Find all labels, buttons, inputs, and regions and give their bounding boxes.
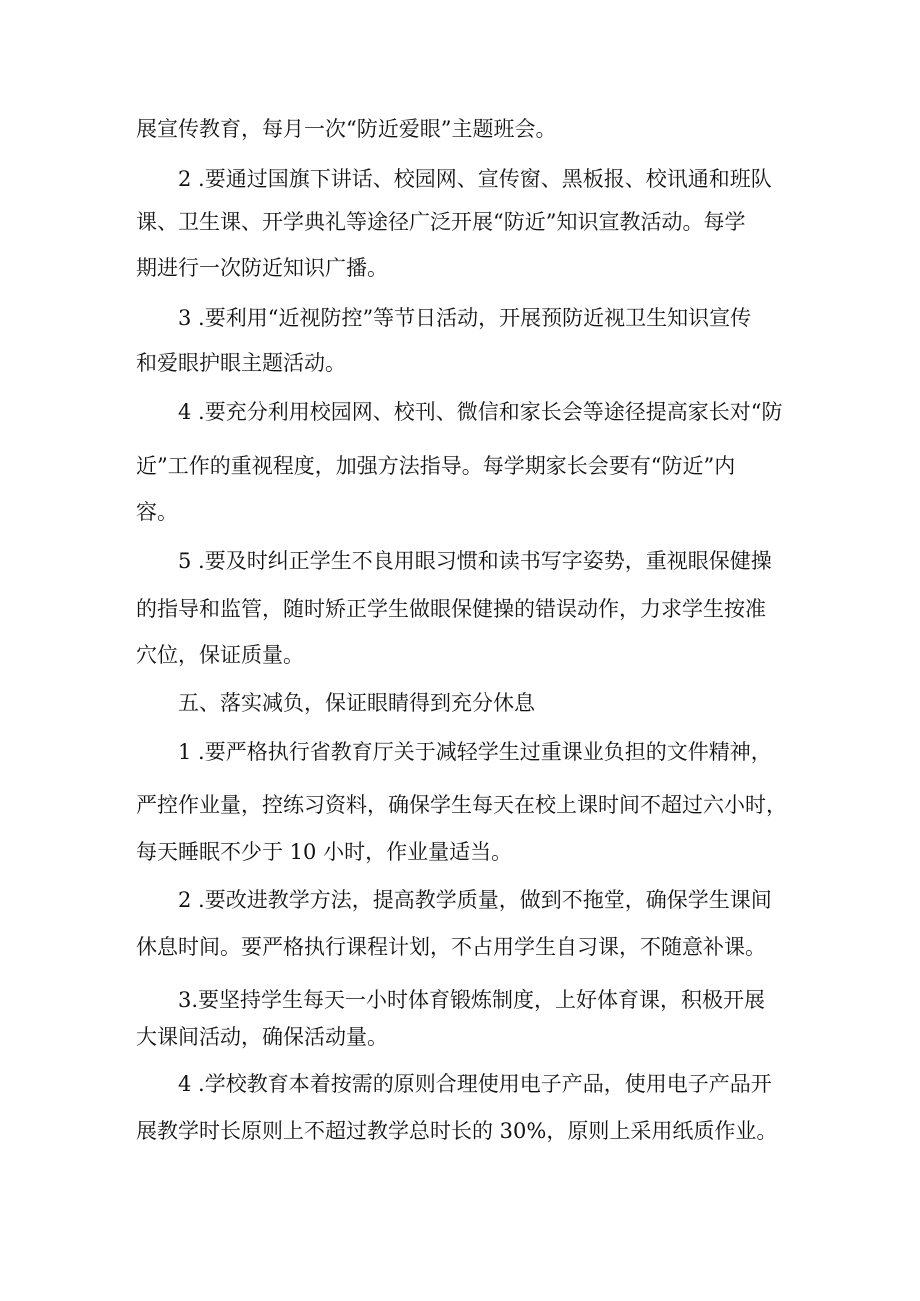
paragraph-line: 和爱眼护眼主题活动。 (136, 351, 346, 375)
list-item-line: 3.要坚持学生每天一小时体育锻炼制度，上好体育课，积极开展 (178, 988, 766, 1012)
list-item-line: 3 .要利用“近视防控”等节日活动，开展预防近视卫生知识宣传 (178, 306, 752, 330)
paragraph-line: 期进行一次防近知识广播。 (136, 256, 388, 280)
paragraph-line: 容。 (136, 500, 178, 524)
paragraph-line: 大课间活动，确保活动量。 (136, 1025, 388, 1049)
paragraph-line: 展教学时长原则上不超过教学总时长的 30%，原则上采用纸质作业。 (136, 1119, 778, 1143)
list-item-line: 2 .要通过国旗下讲话、校园网、宣传窗、黑板报、校讯通和班队 (178, 167, 772, 191)
section-heading: 五、落实减负，保证眼睛得到充分休息 (178, 691, 535, 715)
list-item-line: 4 .学校教育本着按需的原则合理使用电子产品，使用电子产品开 (178, 1072, 772, 1096)
paragraph-line: 严控作业量，控练习资料，确保学生每天在校上课时间不超过六小时， (136, 793, 787, 817)
paragraph-line: 穴位，保证质量。 (136, 643, 304, 667)
paragraph-line: 休息时间。要严格执行课程计划，不占用学生自习课，不随意补课。 (136, 935, 766, 959)
list-item-line: 4 .要充分利用校园网、校刊、微信和家长会等途径提高家长对“防 (178, 400, 783, 424)
paragraph-line: 近”工作的重视程度，加强方法指导。每学期家长会要有“防近”内 (136, 454, 736, 478)
paragraph-line: 展宣传教育，每月一次“防近爱眼”主题班会。 (136, 117, 557, 141)
list-item-line: 5 .要及时纠正学生不良用眼习惯和读书写字姿势，重视眼保健操 (178, 549, 772, 573)
list-item-line: 1 .要严格执行省教育厅关于减轻学生过重课业负担的文件精神， (178, 740, 772, 764)
paragraph-line: 每天睡眠不少于 10 小时，作业量适当。 (136, 840, 513, 864)
paragraph-line: 的指导和监管，随时矫正学生做眼保健操的错误动作，力求学生按准 (136, 597, 766, 621)
list-item-line: 2 .要改进教学方法，提高教学质量，做到不拖堂，确保学生课间 (178, 888, 772, 912)
paragraph-line: 课、卫生课、开学典礼等途径广泛开展“防近”知识宣教活动。每学 (136, 210, 746, 234)
